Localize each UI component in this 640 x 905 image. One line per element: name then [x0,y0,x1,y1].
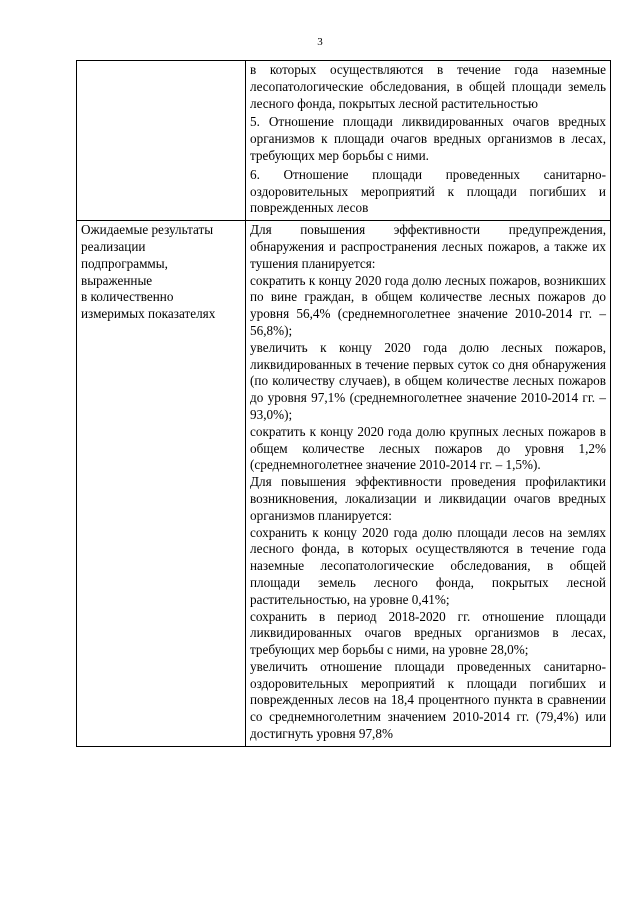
indicator-5: 5. Отношение площади ликвидированных очагов вредных организмов к площади очагов вредных организмов в лесах, требующих мер борьбы с ними. [250,114,606,163]
label-line: Ожидаемые результаты [81,222,214,238]
expected-results-label [77,221,246,747]
fire-target-large-fires: сократить к концу 2020 года долю крупных лесных пожаров в общем количестве лесных пожаров до уровня 1,2% (среднемноголетнее значение 2010-2014 гг. – 1,5%). [250,423,606,473]
label-line: измеримых показателях [81,306,216,322]
table-cell-empty [77,61,246,221]
indicator-6: 6. Отношение площади проведенных санитарно-оздоровительных мероприятий к площади погибших и поврежденных лесов [250,166,606,216]
label-line: выраженные [81,272,153,288]
fire-intro-paragraph: Для повышения эффективности предупреждения, обнаружения и распространения лесных пожаров, а также их тушения планируется: [250,222,606,271]
expected-results-text [246,221,611,747]
program-table [76,60,611,747]
table-row-expected-results [77,221,611,747]
table-cell-indicators [246,61,611,221]
fire-target-first-day: увеличить к концу 2020 года долю лесных пожаров, ликвидированных в течение первых суток со дня обнаружения (по количеству случаев), в общем количестве лесных пожаров до уровня 97,1% (среднемноголетнее значение 2010-2014 гг. – 93,0%); [250,339,606,422]
fire-target-citizens: сократить к концу 2020 года долю лесных пожаров, возникших по вине граждан, в общем количестве лесных пожаров до уровня 56,4% (среднемноголетнее значение 2010-2014 гг. – 56,8%); [250,272,606,338]
label-line: подпрограммы, [81,255,168,271]
page-number: 3 [317,36,323,48]
indicator-text-continued: в которых осуществляются в течение года наземные лесопатологические обследования, в общей площади земель лесного фонда, покрытых лесной растительностью [250,62,606,111]
pest-intro-paragraph: Для повышения эффективности проведения профилактики возникновения, локализации и ликвидации очагов вредных организмов планируется: [250,474,606,523]
pest-target-surveys: сохранить к концу 2020 года долю площади лесов на землях лесного фонда, в которых осуществляются в течение года наземные лесопатологические обследования, в общей площади земель лесного фонда, покрытых лесной растительностью, на уровне 0,41%; [250,524,606,607]
pest-target-liquidated: сохранить в период 2018-2020 гг. отношение площади ликвидированных очагов вредных организмов в лесах, требующих мер борьбы с ними, на уровне 28,0%; [250,608,606,658]
pest-target-sanitary: увеличить отношение площади проведенных санитарно-оздоровительных мероприятий к площади погибших и поврежденных лесов на 18,4 процентного пункта в сравнении со среднемноголетним значением 2010-2014 гг. (79,4%) или достигнуть уровня 97,8% [250,658,606,742]
table-row-continuation [77,61,611,221]
label-line: реализации [81,238,146,254]
label-line: в количественно [81,289,174,305]
